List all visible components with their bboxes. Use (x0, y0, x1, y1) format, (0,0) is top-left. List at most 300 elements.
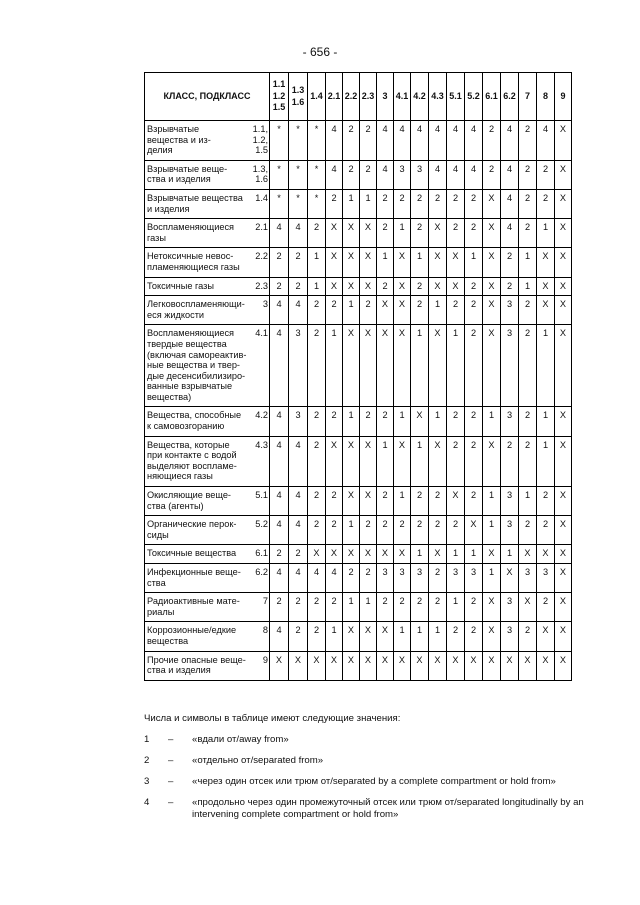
row-class-code: 1.1, 1.2, 1.5 (253, 121, 270, 161)
table-cell: 3 (501, 622, 519, 651)
table-cell: 4 (270, 296, 289, 325)
table-cell: 2 (377, 487, 394, 516)
table-cell: 2 (270, 248, 289, 277)
row-class-name: Вещества, способные к самовозгоранию (145, 407, 253, 436)
table-cell: X (429, 651, 447, 680)
table-cell: X (411, 651, 429, 680)
table-cell: X (429, 248, 447, 277)
table-cell: 4 (501, 121, 519, 161)
table-cell: 2 (447, 296, 465, 325)
table-cell: 1 (501, 545, 519, 564)
legend-intro: Числа и символы в таблице имеют следующие значения: (144, 713, 401, 724)
table-cell: 4 (270, 325, 289, 407)
row-class-code: 9 (253, 651, 270, 680)
table-cell: X (555, 487, 572, 516)
column-header: 8 (537, 73, 555, 121)
table-cell: X (343, 219, 360, 248)
table-cell: 2 (308, 516, 326, 545)
table-cell: X (343, 277, 360, 296)
row-class-code: 1.4 (253, 189, 270, 218)
table-cell: 2 (483, 160, 501, 189)
column-header: 2.3 (360, 73, 377, 121)
table-cell: 3 (501, 487, 519, 516)
table-cell: 2 (429, 593, 447, 622)
table-cell: X (537, 622, 555, 651)
table-cell: X (394, 545, 411, 564)
table-cell: 1 (447, 593, 465, 622)
column-header: 6.1 (483, 73, 501, 121)
table-cell: X (555, 564, 572, 593)
table-cell: 2 (308, 487, 326, 516)
row-class-name: Коррозионные/едкие вещества (145, 622, 253, 651)
table-cell: X (555, 407, 572, 436)
table-cell: 2 (377, 593, 394, 622)
row-class-code: 5.1 (253, 487, 270, 516)
table-cell: 1 (465, 545, 483, 564)
table-cell: 2 (411, 219, 429, 248)
table-cell: 1 (483, 564, 501, 593)
column-header: 7 (519, 73, 537, 121)
legend-key: 4 (144, 797, 150, 808)
table-cell: 2 (501, 277, 519, 296)
table-cell: 2 (377, 219, 394, 248)
table-cell: X (555, 160, 572, 189)
table-cell: 1 (537, 325, 555, 407)
table-cell: 4 (289, 564, 308, 593)
row-class-name: Взрывчатые веще- ства и изделия (145, 160, 253, 189)
table-cell: 1 (483, 516, 501, 545)
table-cell: 4 (429, 160, 447, 189)
row-class-name: Нетоксичные невос- пламеняющиеся газы (145, 248, 253, 277)
legend-item (144, 776, 584, 788)
table-row (145, 248, 572, 277)
legend-meaning: «вдали от/away from» (192, 734, 289, 745)
table-cell: 2 (308, 622, 326, 651)
table-cell: X (343, 651, 360, 680)
table-row (145, 189, 572, 218)
table-cell: 4 (447, 160, 465, 189)
table-cell: 4 (465, 121, 483, 161)
table-cell: 1 (411, 248, 429, 277)
table-cell: X (429, 325, 447, 407)
legend-key: 3 (144, 776, 150, 787)
table-cell: 2 (465, 487, 483, 516)
table-cell: 3 (289, 325, 308, 407)
table-row (145, 545, 572, 564)
table-cell: * (270, 160, 289, 189)
table-row (145, 622, 572, 651)
table-cell: X (555, 277, 572, 296)
table-cell: * (289, 160, 308, 189)
table-cell: 2 (326, 593, 343, 622)
table-cell: 4 (537, 121, 555, 161)
table-cell: 4 (501, 219, 519, 248)
table-cell: 4 (270, 219, 289, 248)
table-cell: 2 (465, 277, 483, 296)
table-cell: * (270, 121, 289, 161)
table-cell: 4 (465, 160, 483, 189)
table-cell: 2 (429, 487, 447, 516)
table-cell: 1 (465, 248, 483, 277)
table-cell: X (519, 651, 537, 680)
table-cell: 1 (377, 248, 394, 277)
table-cell: X (501, 651, 519, 680)
table-cell: X (483, 622, 501, 651)
table-cell: 3 (501, 593, 519, 622)
legend-key: 1 (144, 734, 150, 745)
table-cell: 2 (447, 516, 465, 545)
table-cell: 3 (411, 160, 429, 189)
table-cell: 2 (289, 622, 308, 651)
table-cell: X (343, 248, 360, 277)
table-cell: X (394, 277, 411, 296)
table-cell: X (447, 248, 465, 277)
table-cell: 4 (447, 121, 465, 161)
table-cell: 2 (343, 160, 360, 189)
table-cell: 1 (343, 407, 360, 436)
table-cell: 1 (394, 219, 411, 248)
table-cell: X (501, 564, 519, 593)
table-cell: X (537, 296, 555, 325)
table-cell: 2 (308, 593, 326, 622)
table-cell: 3 (377, 564, 394, 593)
table-cell: X (555, 436, 572, 486)
table-cell: 4 (270, 487, 289, 516)
table-cell: X (360, 436, 377, 486)
table-cell: 2 (326, 407, 343, 436)
table-cell: 1 (377, 436, 394, 486)
table-cell: * (308, 189, 326, 218)
table-cell: * (270, 189, 289, 218)
column-header: 5.1 (447, 73, 465, 121)
table-cell: X (447, 487, 465, 516)
table-cell: X (555, 248, 572, 277)
table-cell: X (483, 325, 501, 407)
table-cell: 1 (519, 248, 537, 277)
table-row (145, 593, 572, 622)
table-cell: X (483, 545, 501, 564)
column-header: 5.2 (465, 73, 483, 121)
table-cell: 4 (270, 436, 289, 486)
legend-item (144, 755, 584, 767)
table-cell: X (483, 277, 501, 296)
row-class-code: 1.3, 1.6 (253, 160, 270, 189)
table-cell: 2 (326, 189, 343, 218)
column-header: 4.2 (411, 73, 429, 121)
table-cell: 2 (270, 593, 289, 622)
legend-dash: – (168, 797, 174, 808)
table-cell: 3 (537, 564, 555, 593)
column-header: 1.3 1.6 (289, 73, 308, 121)
table-cell: 2 (308, 436, 326, 486)
table-cell: 2 (537, 593, 555, 622)
row-class-code: 4.1 (253, 325, 270, 407)
legend (144, 713, 584, 830)
table-cell: X (555, 545, 572, 564)
table-cell: 1 (360, 593, 377, 622)
table-cell: 3 (501, 516, 519, 545)
table-cell: 2 (429, 189, 447, 218)
column-header: 2.2 (343, 73, 360, 121)
table-cell: X (394, 296, 411, 325)
table-cell: X (429, 545, 447, 564)
table-cell: 4 (289, 296, 308, 325)
row-class-code: 5.2 (253, 516, 270, 545)
table-cell: 2 (360, 564, 377, 593)
table-cell: 1 (447, 325, 465, 407)
table-cell: 2 (289, 277, 308, 296)
table-cell: X (343, 436, 360, 486)
table-cell: 2 (377, 407, 394, 436)
row-class-name: Радиоактивные мате- риалы (145, 593, 253, 622)
table-cell: 4 (411, 121, 429, 161)
table-cell: 2 (447, 622, 465, 651)
table-cell: X (360, 325, 377, 407)
table-cell: 2 (377, 189, 394, 218)
table-cell: 1 (394, 622, 411, 651)
table-cell: X (343, 487, 360, 516)
segregation-table (144, 72, 572, 681)
table-cell: 4 (289, 436, 308, 486)
table-cell: 1 (411, 622, 429, 651)
table-cell: X (343, 545, 360, 564)
table-cell: 2 (411, 189, 429, 218)
table-row (145, 516, 572, 545)
column-header: 6.2 (501, 73, 519, 121)
table-cell: 1 (519, 277, 537, 296)
table-cell: 1 (343, 593, 360, 622)
table-cell: 1 (343, 296, 360, 325)
table-cell: 2 (411, 296, 429, 325)
table-cell: 1 (326, 622, 343, 651)
legend-dash: – (168, 776, 174, 787)
table-cell: 2 (360, 121, 377, 161)
table-cell: X (360, 622, 377, 651)
table-cell: X (537, 545, 555, 564)
table-cell: * (308, 160, 326, 189)
header-class-subclass: КЛАСС, ПОДКЛАСС (145, 73, 270, 121)
row-class-name: Воспламеняющиеся газы (145, 219, 253, 248)
table-row (145, 219, 572, 248)
row-class-name: Взрывчатые вещества и изделия (145, 189, 253, 218)
table-cell: X (537, 248, 555, 277)
legend-dash: – (168, 734, 174, 745)
legend-key: 2 (144, 755, 150, 766)
table-cell: 2 (377, 277, 394, 296)
table-cell: X (483, 189, 501, 218)
table-cell: 2 (360, 296, 377, 325)
table-cell: 2 (308, 296, 326, 325)
legend-meaning: «через один отсек или трюм от/separated by a complete compartment or hold from» (192, 776, 556, 787)
table-cell: X (326, 248, 343, 277)
table-cell: 2 (394, 593, 411, 622)
table-row (145, 296, 572, 325)
table-cell: X (519, 593, 537, 622)
row-class-name: Органические перок- сиды (145, 516, 253, 545)
table-row (145, 436, 572, 486)
table-cell: 1 (360, 189, 377, 218)
table-cell: X (377, 622, 394, 651)
table-cell: X (377, 545, 394, 564)
table-cell: 1 (343, 516, 360, 545)
table-cell: 2 (289, 248, 308, 277)
legend-item (144, 734, 584, 746)
table-cell: 3 (501, 407, 519, 436)
table-cell: X (483, 593, 501, 622)
table-cell: * (308, 121, 326, 161)
table-cell: 2 (519, 407, 537, 436)
table-row (145, 487, 572, 516)
table-cell: 2 (519, 622, 537, 651)
table-cell: 2 (429, 516, 447, 545)
table-cell: 2 (411, 487, 429, 516)
table-cell: X (343, 325, 360, 407)
table-cell: 2 (360, 160, 377, 189)
row-class-name: Токсичные газы (145, 277, 253, 296)
table-cell: 2 (394, 189, 411, 218)
table-cell: 2 (411, 277, 429, 296)
table-cell: X (483, 296, 501, 325)
table-cell: X (394, 651, 411, 680)
table-cell: X (483, 436, 501, 486)
table-cell: X (326, 277, 343, 296)
table-cell: X (270, 651, 289, 680)
table-cell: 2 (519, 121, 537, 161)
table-cell: 2 (447, 219, 465, 248)
table-cell: 2 (447, 189, 465, 218)
table-cell: X (465, 651, 483, 680)
table-row (145, 160, 572, 189)
table-cell: 4 (394, 121, 411, 161)
table-cell: 3 (394, 564, 411, 593)
table-cell: * (289, 121, 308, 161)
table-cell: X (411, 407, 429, 436)
column-header: 4.1 (394, 73, 411, 121)
table-cell: 3 (289, 407, 308, 436)
table-cell: X (555, 622, 572, 651)
table-cell: 4 (377, 160, 394, 189)
page-number: - 656 - (302, 45, 338, 59)
table-cell: 1 (429, 622, 447, 651)
table-cell: X (429, 219, 447, 248)
table-cell: X (555, 516, 572, 545)
table-cell: X (360, 219, 377, 248)
table-cell: X (308, 545, 326, 564)
table-cell: 4 (377, 121, 394, 161)
table-cell: 4 (501, 160, 519, 189)
table-cell: X (555, 651, 572, 680)
table-cell: 2 (326, 516, 343, 545)
table-cell: 1 (411, 545, 429, 564)
row-class-code: 6.2 (253, 564, 270, 593)
table-cell: X (519, 545, 537, 564)
table-cell: X (326, 651, 343, 680)
table-cell: X (465, 516, 483, 545)
table-cell: 4 (326, 564, 343, 593)
table-cell: 2 (465, 219, 483, 248)
table-cell: 4 (501, 189, 519, 218)
table-cell: 2 (465, 325, 483, 407)
table-cell: X (343, 622, 360, 651)
table-cell: 4 (289, 487, 308, 516)
table-cell: 1 (537, 407, 555, 436)
legend-item (144, 797, 584, 821)
table-cell: * (289, 189, 308, 218)
table-cell: X (447, 277, 465, 296)
table-cell: X (326, 219, 343, 248)
table-cell: 2 (270, 545, 289, 564)
table-cell: 2 (289, 545, 308, 564)
table-cell: 2 (483, 121, 501, 161)
table-cell: X (394, 248, 411, 277)
table-row (145, 651, 572, 680)
table-cell: 2 (501, 248, 519, 277)
table-cell: 2 (519, 296, 537, 325)
table-cell: 3 (394, 160, 411, 189)
table-cell: X (555, 219, 572, 248)
table-cell: 2 (289, 593, 308, 622)
table-cell: X (555, 296, 572, 325)
table-cell: 1 (483, 407, 501, 436)
table-cell: 2 (360, 407, 377, 436)
table-row (145, 407, 572, 436)
table-cell: 1 (537, 219, 555, 248)
table-cell: 4 (289, 219, 308, 248)
table-cell: X (326, 436, 343, 486)
table-cell: X (555, 121, 572, 161)
table-cell: 2 (465, 436, 483, 486)
table-header-row (145, 73, 572, 121)
table-cell: 2 (429, 564, 447, 593)
row-class-name: Окисляющие веще- ства (агенты) (145, 487, 253, 516)
row-class-code: 3 (253, 296, 270, 325)
row-class-name: Токсичные вещества (145, 545, 253, 564)
table-cell: 4 (326, 121, 343, 161)
table-cell: 2 (519, 189, 537, 218)
table-cell: 2 (519, 219, 537, 248)
table-cell: 2 (308, 407, 326, 436)
row-class-name: Воспламеняющиеся твердые вещества (включая самореактив- ные вещества и твер- дые десенсибилизиро- ванные взрывчатые вещества) (145, 325, 253, 407)
table-cell: 2 (360, 516, 377, 545)
row-class-code: 6.1 (253, 545, 270, 564)
table-row (145, 564, 572, 593)
table-cell: 1 (326, 325, 343, 407)
row-class-code: 2.3 (253, 277, 270, 296)
legend-meaning: «отдельно от/separated from» (192, 755, 324, 766)
table-row (145, 325, 572, 407)
table-cell: 2 (519, 160, 537, 189)
table-cell: 2 (465, 296, 483, 325)
table-cell: 2 (537, 189, 555, 218)
table-cell: 1 (411, 325, 429, 407)
column-header: 9 (555, 73, 572, 121)
row-class-code: 8 (253, 622, 270, 651)
table-cell: X (483, 248, 501, 277)
table-cell: 1 (537, 436, 555, 486)
table-cell: X (377, 325, 394, 407)
row-class-code: 2.2 (253, 248, 270, 277)
table-cell: 3 (519, 564, 537, 593)
table-cell: X (360, 248, 377, 277)
table-cell: 2 (519, 516, 537, 545)
table-cell: 1 (308, 277, 326, 296)
row-class-code: 4.3 (253, 436, 270, 486)
table-cell: 1 (394, 487, 411, 516)
row-class-code: 2.1 (253, 219, 270, 248)
table-cell: 4 (289, 516, 308, 545)
table-cell: X (308, 651, 326, 680)
table-cell: X (537, 651, 555, 680)
